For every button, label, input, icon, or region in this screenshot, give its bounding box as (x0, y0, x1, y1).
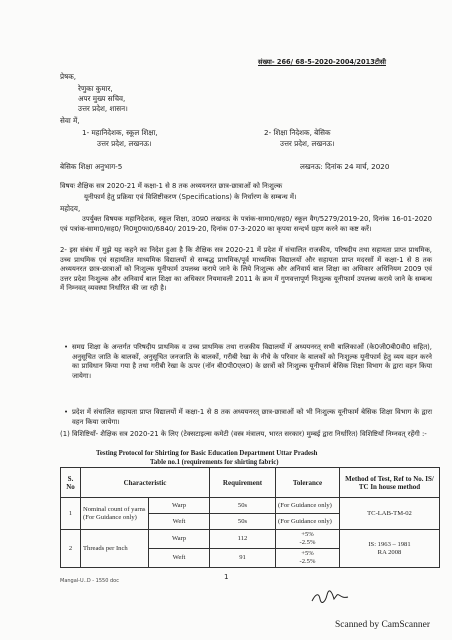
bullet-point-2: • प्रदेश में संचालित सहायता प्राप्त विद्यालयों में कक्षा-1 से 8 तक अध्ययनरत् छात्र-छात्राओं को भी निःशुल्क यूनीफार्म बेसिक शिक्षा विभाग के द्वारा वहन किया जायेगा। (72, 408, 432, 427)
row1-characteristic: Nominal count of yarns (For Guidance only) (81, 498, 149, 530)
sender-designation: अपर मुख्य सचिव, (78, 94, 126, 103)
sender-name: रेणुका कुमार, (78, 84, 113, 93)
row2-warp-label: Warp (149, 530, 210, 549)
row1-warp-tolerance: (For Guidance only) (276, 498, 340, 514)
row2-weft-tol-minus: -2.5% (299, 558, 316, 565)
row1-warp-label: Warp (149, 498, 210, 514)
sender-label: प्रेषक, (60, 72, 77, 81)
recipients-label: सेवा में, (60, 116, 80, 125)
table-row (61, 530, 440, 549)
row2-method-line2: RA 2008 (377, 548, 402, 556)
signature-mark (310, 589, 350, 605)
subject-line-2: यूनीफार्म हेतु प्रक्रिया एवं विशिष्टीकरण (Specifications) के निर्धारण के सम्बन्ध में। (84, 193, 297, 201)
row2-weft-tol-plus: +5% (301, 550, 314, 557)
row2-method-line1: IS: 1963 – 1981 (368, 540, 411, 548)
row2-characteristic: Threads per Inch (81, 530, 149, 568)
row2-method (340, 530, 440, 568)
row2-warp-tol-plus: +5% (301, 531, 314, 538)
recipient-1-line1: 1- महानिदेशक, स्कूल शिक्षा, (82, 128, 158, 137)
header-sno: S. No (61, 468, 81, 498)
recipient-2-line2: उत्तर प्रदेश, लखनऊ। (280, 139, 335, 148)
row2-warp-tol-minus: -2.5% (299, 539, 316, 546)
row2-warp-tolerance (276, 530, 340, 549)
sender-office: उत्तर प्रदेश, शासन। (78, 104, 128, 113)
letter-date: लखनऊ: दिनांक 24 मार्च, 2020 (300, 162, 390, 171)
row1-weft-requirement: 50s (210, 514, 276, 530)
body-paragraph-3: (1) विशिष्टियाँ- शैक्षिक सत्र 2020-21 के लिए (टेक्सटाइल्स कमेटी (वस्त्र मंत्रालय, भारत सरकार) मुम्बई द्वारा निर्धारित) विशिष्टियाँ निम्नवत् रहेंगी :- (60, 430, 427, 438)
header-requirement: Requirement (210, 468, 276, 498)
row2-weft-requirement: 91 (210, 549, 276, 568)
recipient-2-line1: 2- शिक्षा निदेशक, बेसिक (264, 128, 331, 137)
row1-weft-label: Weft (149, 514, 210, 530)
table-title: Testing Protocol for Shirting for Basic Education Department Uttar Pradesh (96, 450, 318, 457)
row1-weft-tolerance: (For Guidance only) (276, 514, 340, 530)
scanner-watermark: Scanned by CamScanner (335, 620, 430, 630)
header-tolerance: Tolerance (276, 468, 340, 498)
salutation: महोदय, (60, 204, 81, 213)
row2-warp-requirement: 112 (210, 530, 276, 549)
bullet-point-1: • समग्र शिक्षा के अन्तर्गत परिषदीय प्राथमिक व उच्च प्राथमिक तथा राजकीय विद्यालयों में अध्ययनरत् सभी बालिकाओं (के0जी0बी0वी0 सहित), अनुसूचित जाति के बालकों, अनुसूचित जनजाति के बालकों, गरीबी रेखा के नीचे के परिवार के बालकों को निःशुल्क यूनीफार्म हेतु व्यय वहन करने का प्राविधान किया गया है तथा गरीबी रेखा के ऊपर (नॉन बी0पी0एल0) के छात्रों को निःशुल्क यूनीफार्म बेसिक शिक्षा विभाग के द्वारा वहन किया जायेगा। (72, 343, 432, 381)
reference-number: संख्या- 266/ 68-5-2020-2004/2013टीसी (258, 58, 386, 66)
row2-sno: 2 (61, 530, 81, 568)
header-method: Method of Test, Ref to No. IS/ TC In house method (340, 468, 440, 498)
header-characteristic: Characteristic (81, 468, 210, 498)
specification-table (60, 467, 440, 568)
subject-line-1: विषयः शैक्षिक सत्र 2020-21 में कक्षा-1 से 8 तक अध्ययनरत छात्र-छात्राओं को निःशुल्क (60, 182, 283, 190)
body-paragraph-1: उपर्युक्त विषयक महानिदेशक, स्कूल शिक्षा, उ0प्र0 लखनऊ के पत्रांक-सामा0/सह0/ स्कूल वैग/5279/2019-20, दिनांक 16-01-2020 एवं पत्रांक-सामा0/सह0/ नि0मू0फा0/6840/ 2019-20, दिनांक 07-3-2020 का कृपया सन्दर्भ ग्रहण करने का कष्ट करें। (60, 215, 432, 233)
row2-weft-tolerance (276, 549, 340, 568)
recipient-1-line2: उत्तर प्रदेश, लखनऊ। (97, 139, 152, 148)
table-header-row (61, 468, 440, 498)
row1-warp-requirement: 50s (210, 498, 276, 514)
row1-sno: 1 (61, 498, 81, 530)
table-subtitle: Table no.1 (requirements for shirting fabric) (150, 459, 279, 466)
doc-code: Mangal-U..D - 1550 doc (60, 578, 119, 584)
body-paragraph-2: 2- इस संबंध में मुझे यह कहने का निदेश हुआ है कि शैक्षिक सत्र 2020-21 में प्रदेश में संचालित राजकीय, परिषदीय तथा सहायता प्राप्त प्राथमिक, उच्च प्राथमिक एवं सहायतित माध्यमिक विद्यालयों से सम्बद्ध प्राथमिक/पूर्व माध्यमिक विद्यालयों और सहायता प्राप्त मदरसों में कक्षा-1 से 8 तक अध्ययनरत छात्र-छात्राओं को निःशुल्क यूनीफार्म उपलब्ध कराये जाने के लिये निःशुल्क और अनिवार्य बाल शिक्षा का अधिकार अधिनियम 2009 एवं उत्तर प्रदेश निःशुल्क और अनिवार्य बाल शिक्षा का अधिकार नियमावली 2011 के क्रम में गुणवत्तापूर्ण निःशुल्क यूनीफार्म उपलब्ध कराये जाने के सम्बन्ध में निम्नवत् व्यवस्था निर्धारित की जा रही है। (60, 246, 432, 293)
row2-weft-label: Weft (149, 549, 210, 568)
table-row (61, 498, 440, 514)
section-name: बेसिक शिक्षा अनुभाग-5 (60, 162, 123, 171)
page-number: 1 (224, 572, 229, 581)
row1-method: TC-LAB-TM-02 (340, 498, 440, 530)
